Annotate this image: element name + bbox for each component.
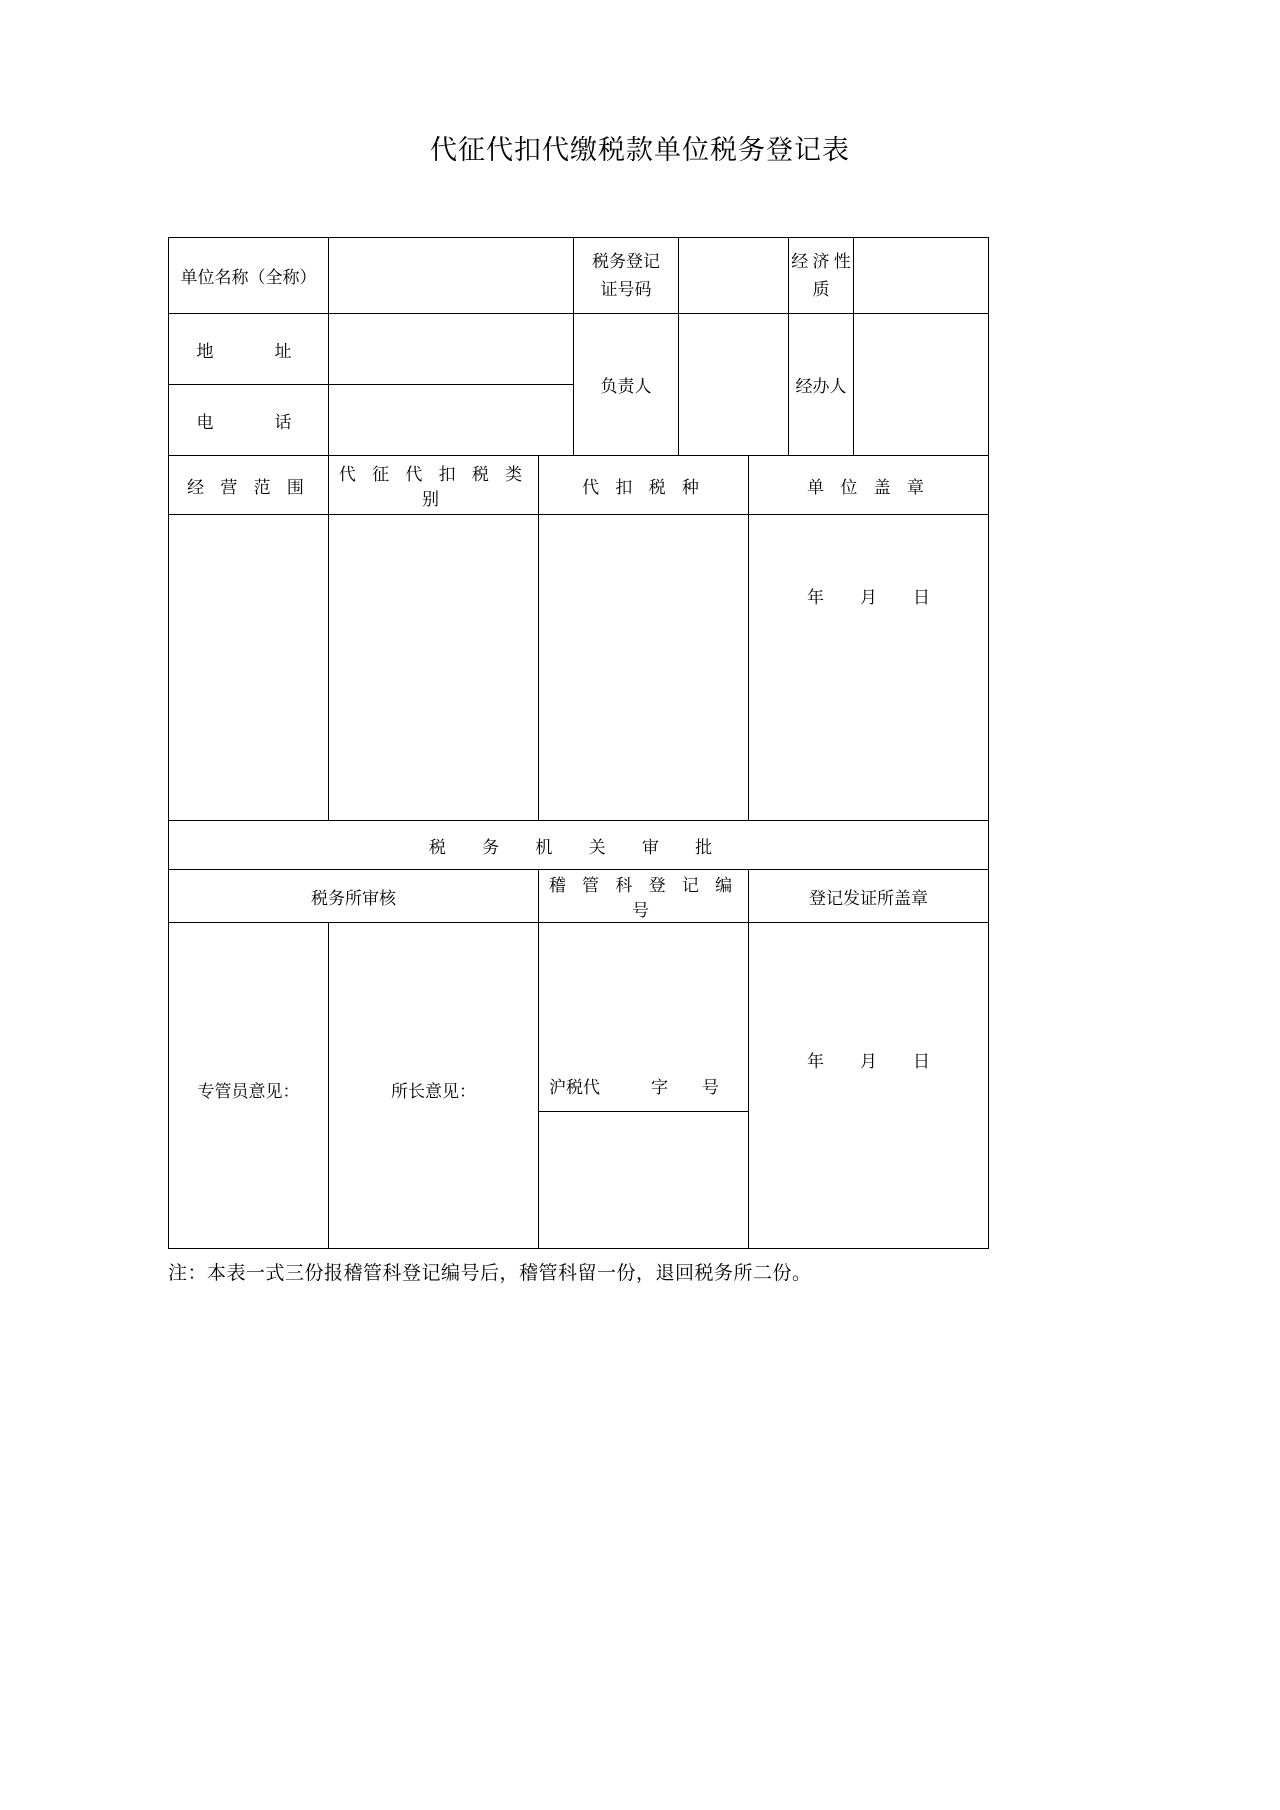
unit-seal-date-year: 年 [807, 587, 825, 607]
address-label: 地 址 [169, 314, 329, 385]
form-table [168, 237, 989, 1249]
unit-seal-date [749, 583, 988, 608]
econ-nature-label [789, 238, 854, 314]
handler-label: 经办人 [789, 314, 854, 456]
tax-reg-label-line2: 证号码 [600, 279, 652, 299]
table-row [169, 515, 989, 821]
handler-field[interactable] [854, 314, 989, 456]
tax-reg-field[interactable] [679, 238, 789, 314]
issuing-seal-label: 登记发证所盖章 [749, 870, 989, 923]
table-row [169, 238, 989, 314]
principal-field[interactable] [679, 314, 789, 456]
form-note: 注：本表一式三份报稽管科登记编号后，稽管科留一份，退回税务所二份。 [168, 1263, 812, 1284]
unit-name-field[interactable] [329, 238, 574, 314]
table-row [169, 923, 989, 1249]
econ-nature-field[interactable] [854, 238, 989, 314]
registry-number-label: 稽 管 科 登 记 编 号 [539, 870, 749, 923]
unit-seal-label: 单 位 盖 章 [749, 456, 989, 515]
unit-seal-date-day: 日 [913, 587, 931, 607]
econ-nature-label-line1: 经 济 性 [791, 252, 851, 272]
econ-nature-label-line2: 质 [812, 279, 830, 299]
tax-reg-label-line1: 税务登记 [592, 252, 661, 272]
category-label: 代 征 代 扣 税 类 别 [329, 456, 539, 515]
issuing-seal-date-day: 日 [913, 1051, 931, 1071]
category-field[interactable] [329, 515, 539, 821]
phone-label: 电 话 [169, 385, 329, 456]
scope-label: 经 营 范 围 [169, 456, 329, 515]
unit-seal-date-month: 月 [860, 587, 878, 607]
taxkind-field[interactable] [539, 515, 749, 821]
registration-form [168, 237, 988, 1249]
unit-name-label: 单位名称（全称） [169, 238, 329, 314]
phone-field[interactable] [329, 385, 574, 456]
hu-code-field[interactable] [539, 1112, 748, 1113]
specialist-opinion-label: 专管员意见： [197, 1082, 300, 1101]
approval-band-label: 税 务 机 关 审 批 [169, 821, 989, 870]
specialist-opinion-cell[interactable] [169, 923, 329, 1249]
director-opinion-label: 所长意见： [391, 1082, 476, 1101]
unit-seal-area[interactable] [749, 515, 989, 821]
issuing-seal-date [749, 1047, 988, 1072]
registry-number-cell [539, 923, 749, 1249]
page-title: 代征代扣代缴税款单位税务登记表 [430, 135, 850, 166]
issuing-seal-area[interactable] [749, 923, 989, 1249]
issuing-seal-date-year: 年 [807, 1051, 825, 1071]
table-row [169, 314, 989, 385]
table-row [169, 870, 989, 923]
issuing-seal-date-month: 月 [860, 1051, 878, 1071]
scope-field[interactable] [169, 515, 329, 821]
principal-label: 负责人 [574, 314, 679, 456]
office-review-label: 税务所审核 [169, 870, 539, 923]
director-opinion-cell[interactable] [329, 923, 539, 1249]
tax-reg-label [574, 238, 679, 314]
table-row [169, 821, 989, 870]
address-field[interactable] [329, 314, 574, 385]
taxkind-label: 代 扣 税 种 [539, 456, 749, 515]
table-row [169, 456, 989, 515]
hu-code-label: 沪税代 字 号 [539, 1059, 748, 1112]
